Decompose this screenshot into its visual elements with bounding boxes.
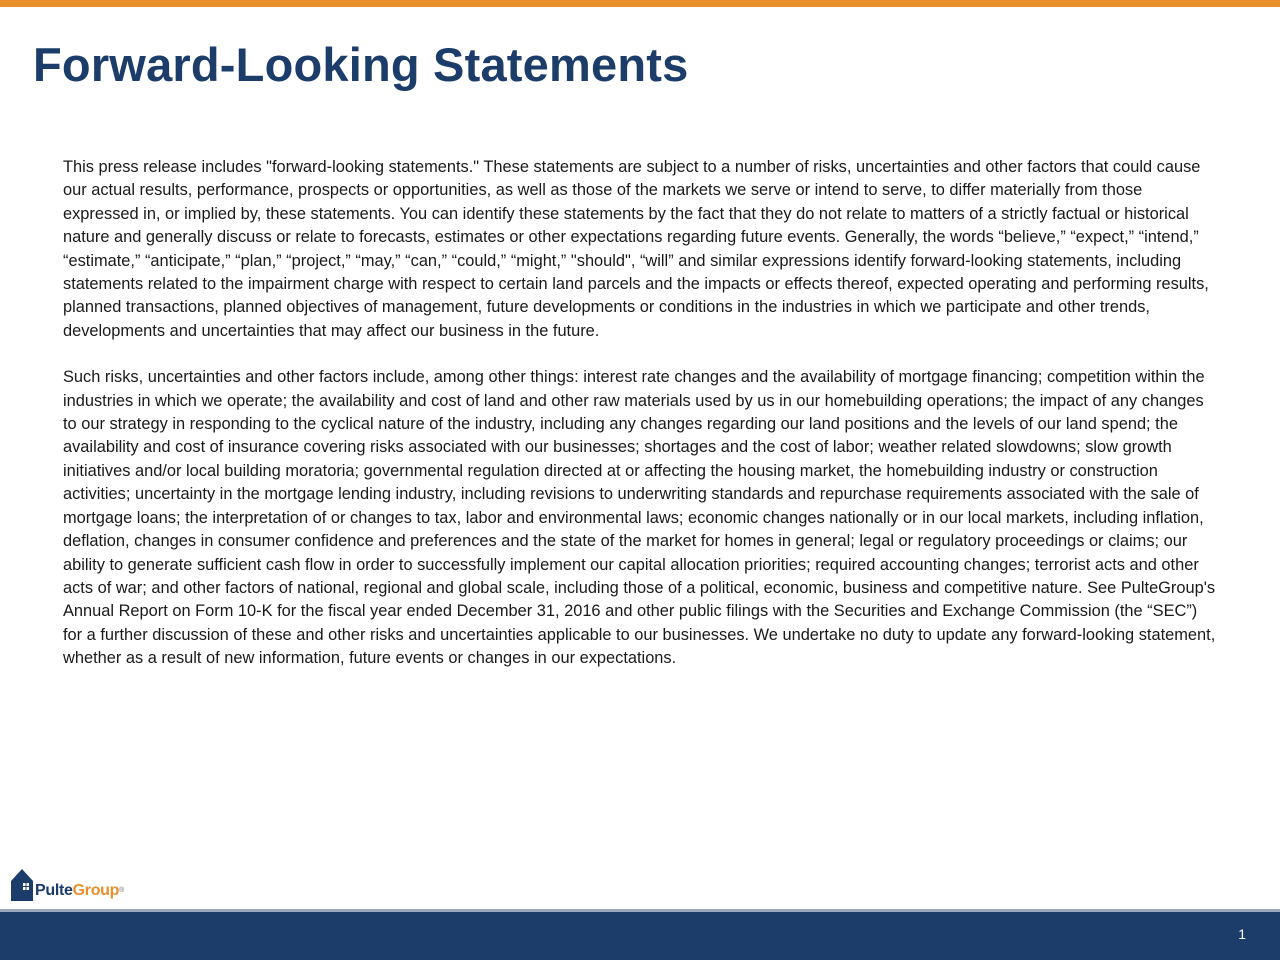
disclaimer-body — [63, 156, 1219, 671]
page-number: 1 — [1238, 926, 1246, 942]
footer-bar — [0, 912, 1280, 960]
page-title: Forward-Looking Statements — [33, 38, 689, 91]
logo-word-pulte: Pulte — [35, 882, 73, 899]
top-accent-bar — [0, 0, 1280, 7]
disclaimer-paragraph-risks: Such risks, uncertainties and other factors include, among other things: interest rate changes and the availability of mortgage financing; competition within the industries in which we operate; the availability and cost of land and other raw materials used by us in our homebuilding operations; the impact of any changes to our strategy in responding to the cyclical nature of the industry, including any changes regarding our land positions and the levels of our land spend; the availability and cost of insurance covering risks associated with our businesses; shortages and the cost of labor; weather related slowdowns; slow growth initiatives and/or local building moratoria; governmental regulation directed at or affecting the housing market, the homebuilding industry or construction activities; uncertainty in the mortgage lending industry, including revisions to underwriting standards and repurchase requirements associated with the sale of mortgage loans; the interpretation of or changes to tax, labor and environmental laws; economic changes nationally or in our local markets, including inflation, deflation, changes in consumer confidence and preferences and the state of the market for homes in general; legal or regulatory proceedings or claims; our ability to generate sufficient cash flow in order to successfully implement our capital allocation priorities; required accounting changes; terrorist acts and other acts of war; and other factors of national, regional and global scale, including those of a political, economic, business and competitive nature. See PulteGroup's Annual Report on Form 10-K for the fiscal year ended December 31, 2016 and other public filings with the Securities and Exchange Commission (the “SEC”) for a further discussion of these and other risks and uncertainties applicable to our businesses. We undertake no duty to update any forward-looking statement, whether as a result of new information, future events or changes in our expectations. — [63, 368, 1216, 668]
logo-trademark: ® — [119, 887, 124, 894]
disclaimer-paragraph-intro: This press release includes "forward-looking statements." These statements are subject to a number of risks, uncertainties and other factors that could cause our actual results, performance, prospects or opportunities, as well as those of the markets we serve or intend to serve, to differ materially from those expressed in, or implied by, these statements. You can identify these statements by the fact that they do not relate to matters of a strictly factual or historical nature and generally discuss or relate to forecasts, estimates or other expectations regarding future events. Generally, the words “believe,” “expect,” “intend,” “estimate,” “anticipate,” “plan,” “project,” “may,” “can,” “could,” “might,” "should", “will” and similar expressions identify forward-looking statements, including statements related to the impairment charge with respect to certain land parcels and the impacts or effects thereof, expected operating and performing results, planned transactions, planned objectives of management, future developments or conditions in the industries in which we participate and other trends, developments and uncertainties that may affect our business in the future. — [63, 158, 1209, 340]
logo-wordmark — [35, 883, 124, 899]
house-icon — [10, 868, 34, 902]
logo-word-group: Group — [72, 882, 120, 899]
pultegroup-logo — [10, 864, 124, 902]
